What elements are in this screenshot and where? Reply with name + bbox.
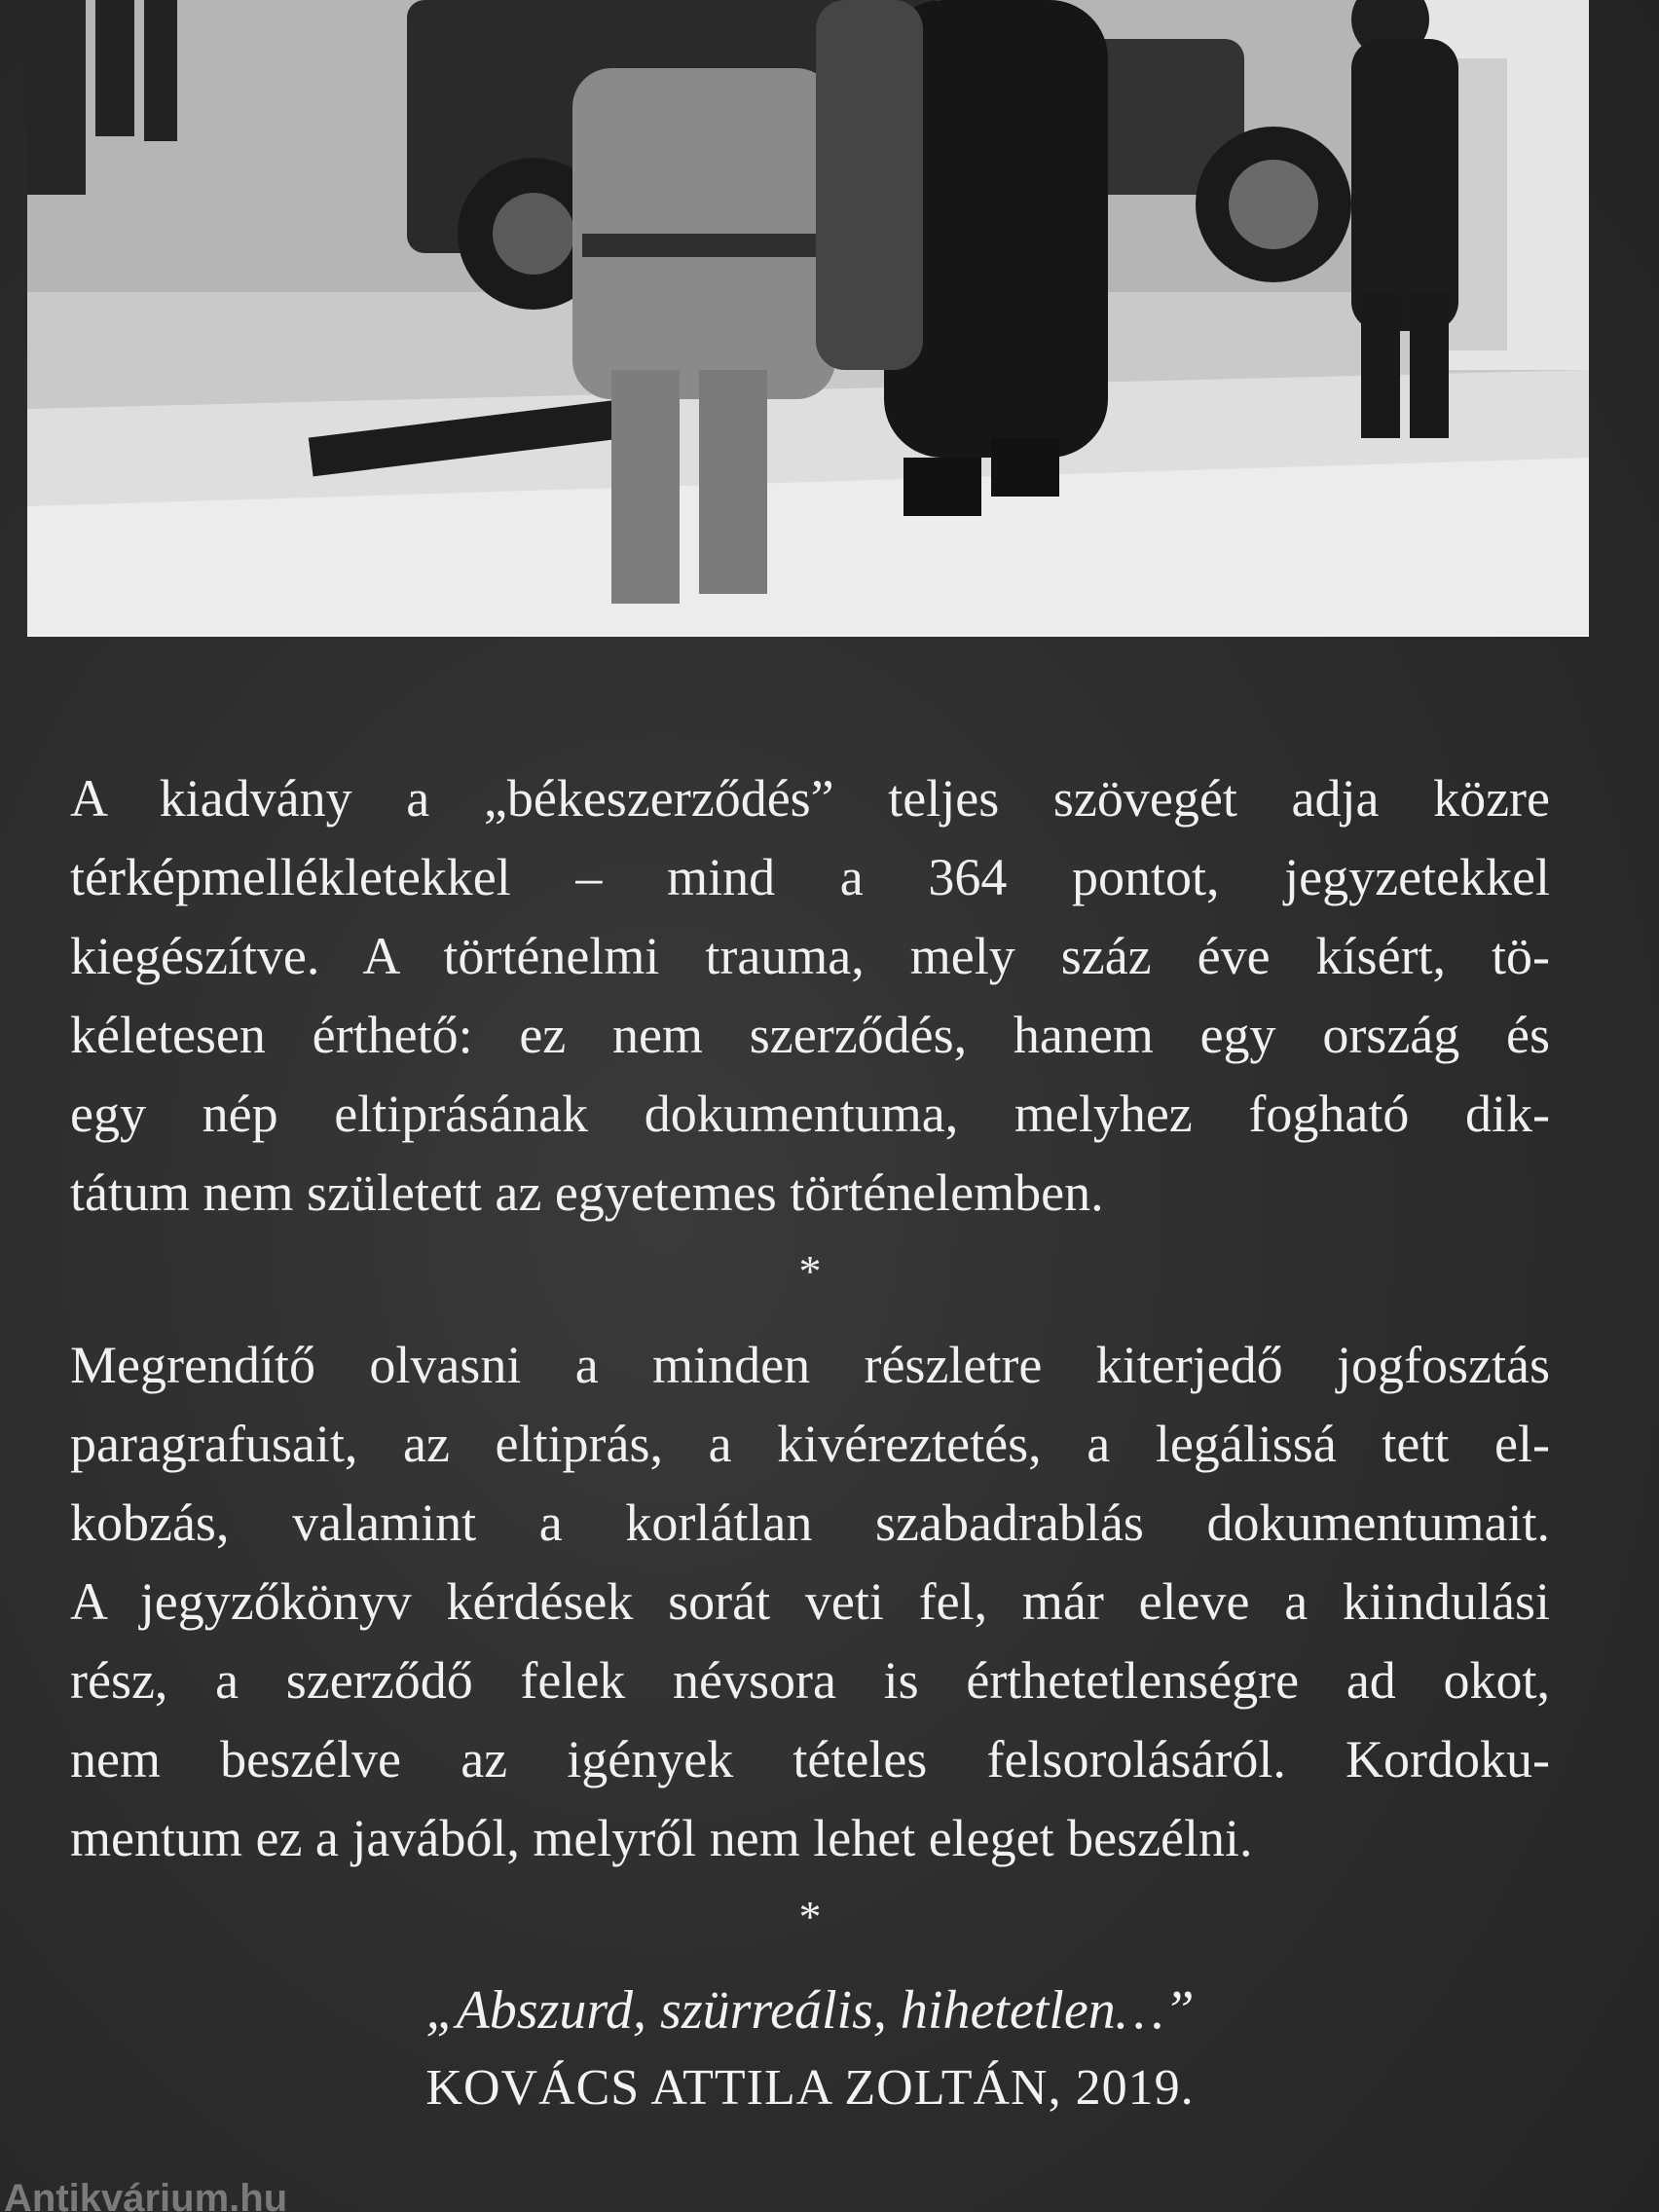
blurb-quote: „Abszurd, szürreális, hihetetlen…” — [425, 1980, 1195, 2041]
text-line: egy nép eltiprásának dokumentuma, melyhez fogható dik- — [70, 1085, 1550, 1143]
text-line: térképmellékletekkel – mind a 364 pontot, jegyzetekkel — [70, 848, 1550, 906]
text-line: rész, a szerződő felek névsora is érthetetlenségre ad okot, — [70, 1651, 1550, 1710]
historical-photograph — [27, 0, 1589, 637]
text-line: mentum ez a javából, melyről nem lehet eleget beszélni. — [70, 1809, 1253, 1867]
text-line: nem beszélve az igények tételes felsorolásáról. Kordoku- — [70, 1730, 1550, 1788]
text-line: kiegészítve. A történelmi trauma, mely száz éve kísért, tö- — [70, 927, 1550, 985]
asterisk-separator: * — [798, 1892, 822, 1941]
text-line: A jegyzőkönyv kérdések sorát veti fel, már eleve a kiindulási — [70, 1572, 1550, 1631]
asterisk-separator: * — [798, 1246, 822, 1296]
back-cover-text — [70, 759, 1550, 2127]
paragraph-2 — [70, 1326, 1550, 1878]
paragraph-1 — [70, 759, 1550, 1233]
photo-illustration — [27, 0, 1589, 635]
text-line: kobzás, valamint a korlátlan szabadrablás dokumentumait. — [70, 1493, 1550, 1552]
text-line: tátum nem született az egyetemes történelemben. — [70, 1163, 1104, 1222]
text-line: paragrafusait, az eltiprás, a kivéreztetés, a legálissá tett el- — [70, 1415, 1550, 1473]
quote-attribution: KOVÁCS ATTILA ZOLTÁN, 2019. — [425, 2060, 1195, 2116]
watermark-text: Antikvárium.hu — [4, 2177, 288, 2212]
text-line: A kiadvány a „békeszerződés” teljes szövegét adja közre — [70, 769, 1550, 828]
text-line: kéletesen érthető: ez nem szerződés, hanem egy ország és — [70, 1006, 1550, 1064]
text-line: Megrendítő olvasni a minden részletre kiterjedő jogfosztás — [70, 1336, 1550, 1394]
